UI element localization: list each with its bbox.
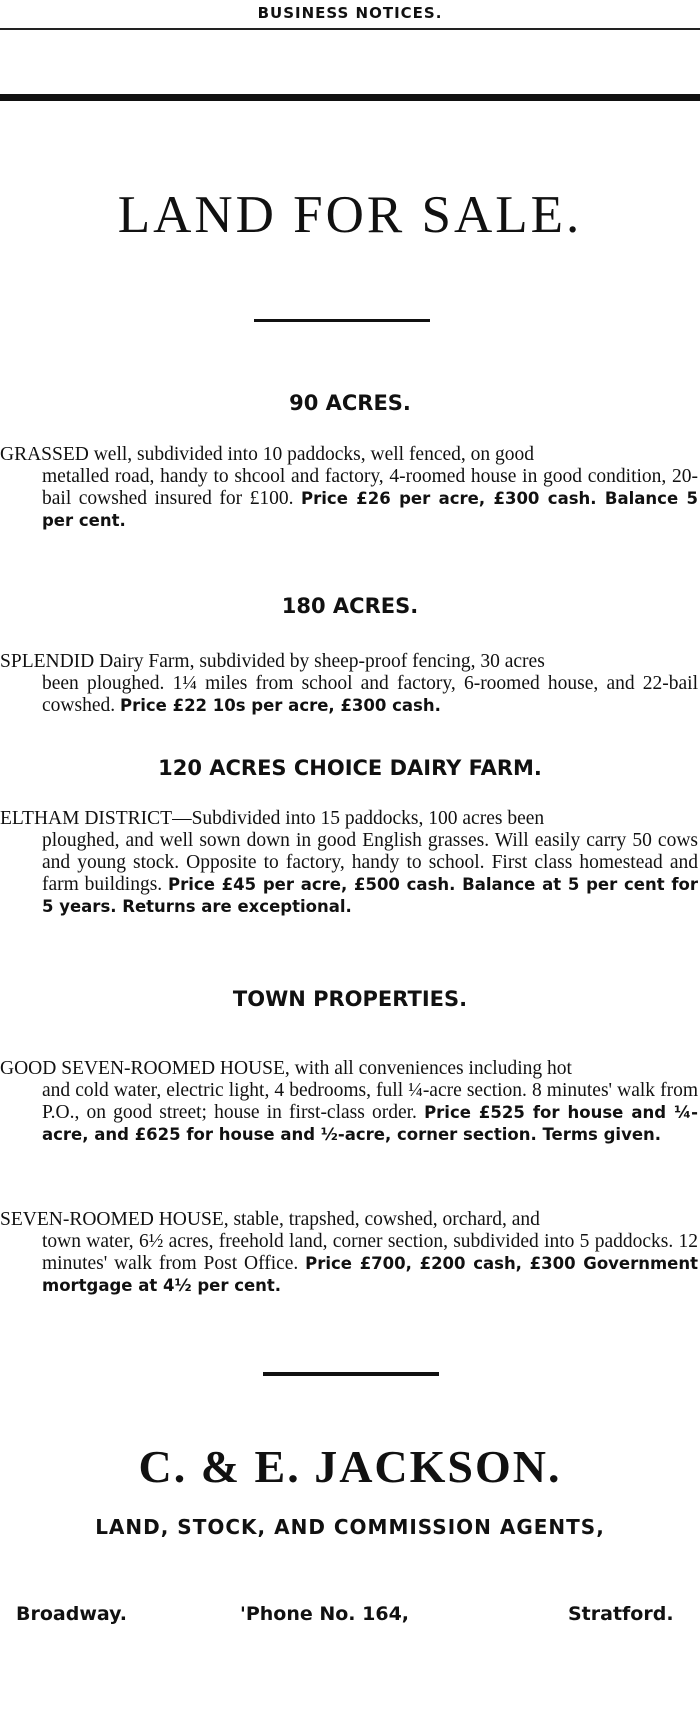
listing-price: Price £45 per acre, £500 cash. Balance at 5 per cent for 5 years. Returns are exceptional. (42, 875, 699, 916)
listing-heading-120-acres: 120 ACRES CHOICE DAIRY FARM. (158, 756, 542, 780)
page-title: LAND FOR SALE. (117, 186, 583, 244)
listing-lead: ELTHAM DISTRICT—Subdivided into 15 paddocks, 100 acres been (0, 808, 545, 829)
listing-price: Price £525 for house and ¼-acre, and £625 for house and ½-acre, corner section. Terms given. (42, 1103, 698, 1144)
listing-price: Price £700, £200 cash, £300 Government mortgage at 4½ per cent. (42, 1254, 698, 1295)
agent-street: Broadway. (16, 1603, 127, 1625)
listing-lead: GRASSED well, subdivided into 10 paddocks, well fenced, on good (0, 444, 535, 465)
listing-180-acres (0, 651, 698, 717)
listing-body: been ploughed. 1¼ miles from school and factory, 6-roomed house, and 22-bail cowshed. (42, 673, 698, 716)
agent-name: C. & E. JACKSON. (138, 1441, 562, 1492)
listing-heading-90-acres: 90 ACRES. (289, 391, 411, 415)
listing-body-wrap (0, 673, 698, 717)
listing-body: town water, 6½ acres, freehold land, corner section, subdivided into 5 paddocks. 12 minutes' walk from Post Office. (42, 1231, 698, 1274)
listing-body: and cold water, electric light, 4 bedrooms, full ¼-acre section. 8 minutes' walk from P.O., on good street; house in first-class order. (42, 1080, 698, 1123)
listing-lead: SEVEN-ROOMED HOUSE, stable, trapshed, cowshed, orchard, and (0, 1209, 540, 1230)
listing-body: metalled road, handy to shcool and factory, 4-roomed house in good condition, 20-bail cowshed insured for £100. (42, 466, 698, 509)
heavy-divider (0, 94, 700, 101)
listing-lead: GOOD SEVEN-ROOMED HOUSE, with all conveniences including hot (0, 1058, 572, 1079)
town-property-1 (0, 1058, 698, 1146)
listing-body-wrap (0, 830, 698, 918)
header-rule (0, 28, 700, 30)
listing-body: ploughed, and well sown down in good English grasses. Will easily carry 50 cows and young stock. Opposite to factory, handy to school. First class homestead and farm buildings. (42, 830, 698, 895)
town-properties-heading: TOWN PROPERTIES. (232, 987, 468, 1011)
agent-tagline: LAND, STOCK, AND COMMISSION AGENTS, (95, 1515, 605, 1539)
footer-divider (263, 1372, 439, 1376)
listing-price: Price £26 per acre, £300 cash. Balance 5 per cent. (42, 489, 698, 530)
listing-lead: SPLENDID Dairy Farm, subdivided by sheep-proof fencing, 30 acres (0, 651, 545, 672)
listing-120-acres (0, 808, 698, 918)
agent-town: Stratford. (568, 1603, 674, 1625)
town-property-2 (0, 1209, 698, 1297)
agent-phone: 'Phone No. 164, (240, 1603, 410, 1625)
listing-heading-180-acres: 180 ACRES. (281, 594, 419, 618)
section-header: BUSINESS NOTICES. (257, 4, 443, 22)
listing-90-acres (0, 444, 698, 532)
listing-body-wrap (0, 466, 698, 532)
title-divider (254, 319, 430, 322)
listing-body-wrap (0, 1231, 698, 1297)
listing-price: Price £22 10s per acre, £300 cash. (119, 696, 441, 715)
listing-body-wrap (0, 1080, 698, 1146)
